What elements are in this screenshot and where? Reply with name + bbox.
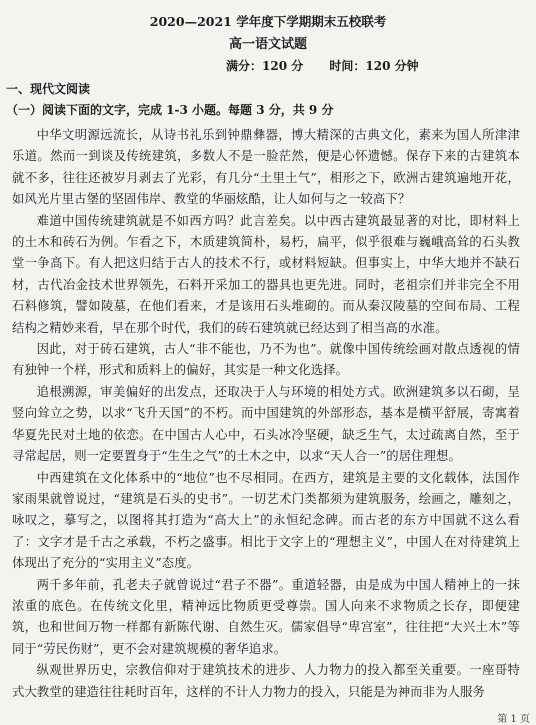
score-info: 满分：120 分: [226, 59, 304, 73]
paragraph-1: 中华文明源远流长，从诗书礼乐到钟鼎彝器，博大精深的古典文化，素来为国人所津津乐道。然而一到谈及传统建筑，多数人不是一脸茫然，便是心怀遗憾。保存下来的古建筑本就不多，往往还被岁月剥去了光彩，有几分“土里土气”，相形之下，欧洲古建筑遍地开花，如风光片里古堡的坚固伟岸、教堂的华丽炫酷，让人如何与之一较高下？: [12, 128, 520, 207]
reading-passage: [12, 125, 520, 703]
paragraph-2: 难道中国传统建筑就是不如西方吗？此言差矣。以中西古建筑最显著的对比，即材料上的土木和砖石为例。乍看之下，木质建筑简朴，易朽，扁平，似乎很难与巍峨高耸的石头教堂一争高下。有人把这归结于古人的技术不行，或材料短缺。但事实上，中华大地并不缺石材，古代冶金技术世界领先，石料开采加工的器具也更先进。同时，老祖宗们并非完全不用石料修筑，譬如陵墓，在他们看来，才是该用石头堆砌的。而从秦汉陵墓的空间布局、工程结构之精妙来看，早在那个时代，我们的砖石建筑就已经达到了相当高的水准。: [12, 213, 520, 335]
exam-subtitle: 高一语文试题: [228, 37, 307, 52]
paragraph-4: 追根溯源，审美偏好的出发点，还取决于人与环境的相处方式。欧洲建筑多以石砌，呈竖向耸立之势，以求“飞升天国”的不朽。而中国建筑的外部形态，基本是横平舒展，寄寓着华夏先民对土地的依恋。在中国古人心中，石头冰冷坚硬，缺乏生气，太过疏离自然，至于寻常起居，则一定要置身于“生生之气”的土木之中，以求“天人合一”的居住理想。: [12, 384, 520, 464]
paragraph-5: 中西建筑在文化体系中的“地位”也不尽相同。在西方，建筑是主要的文化载体，法国作家雨果就曾说过，“建筑是石头的史书”。一切艺术门类都须为建筑服务，绘画之，雕刻之，咏叹之，摹写之，以图将其打造为“高大上”的永恒纪念碑。而古老的东方中国就不这么看了：文字才是千古之承载，不朽之盛事。相比于文字上的“理想主义”，中国人在对待建筑上体现出了充分的“实用主义”态度。: [12, 470, 520, 571]
paragraph-3: 因此，对于砖石建筑，古人“非不能也，乃不为也”。就像中国传统绘画对散点透视的情有独钟一个样，形式和质料上的偏好，其实是一种文化选择。: [12, 342, 520, 378]
exam-meta: [226, 57, 441, 74]
time-info: 时间：120 分钟: [329, 59, 419, 73]
section-subtitle: （一）阅读下面的文字，完成 1-3 小题。每题 3 分，共 9 分: [6, 103, 334, 117]
page-number: 第 1 页: [497, 714, 530, 725]
section-title: 一、现代文阅读: [6, 82, 91, 96]
paragraph-7: 纵观世界历史，宗教信仰对于建筑技术的进步、人力物力的投入都至关重要。一座哥特式大教堂的建造往往耗时百年，这样的不计人力物力的投入，只能是为神而非为人服务: [12, 663, 520, 699]
paragraph-6: 两千多年前，孔老夫子就曾说过“君子不器”。重道轻器，由是成为中国人精神上的一抹浓重的底色。在传统文化里，精神远比物质更受尊崇。国人向来不求物质之长存，即便建筑，也和世间万物一样都有新陈代谢、自然生灭。儒家倡导“卑宫室”，往往把“大兴土木”等同于“劳民伤财”，更不会对建筑规模的奢华追求。: [12, 577, 520, 656]
exam-title: 2020—2021 学年度下学期期末五校联考: [149, 14, 387, 29]
